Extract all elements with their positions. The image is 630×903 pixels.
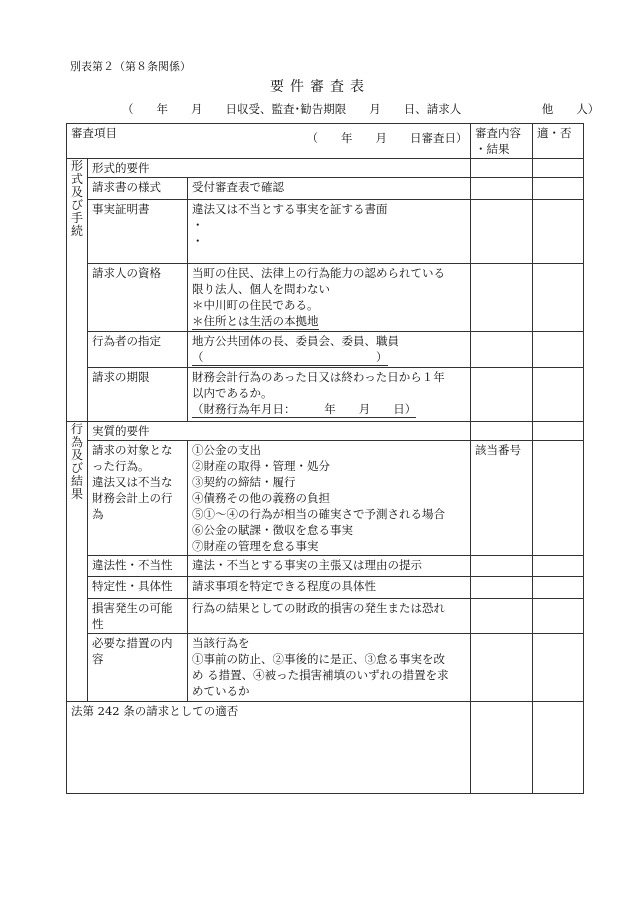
okng-cell bbox=[533, 634, 584, 702]
row-label bbox=[88, 634, 188, 702]
content-line: ・ bbox=[192, 234, 204, 248]
content-line: ⑤①～④の行為が相当の確実さで予測される場合 bbox=[192, 507, 445, 521]
content-result-line1: 審査内容 bbox=[475, 126, 522, 140]
table-row bbox=[67, 178, 584, 200]
okng-cell bbox=[533, 159, 584, 178]
content-line: 当該行為を bbox=[192, 636, 250, 650]
content-result-header bbox=[471, 124, 533, 159]
result-cell bbox=[471, 556, 533, 577]
row-content: 行為の結果としての財政的損害の発生または恐れ bbox=[188, 599, 471, 634]
table-row bbox=[67, 200, 584, 264]
content-line: ②財産の取得・管理・処分 bbox=[192, 459, 330, 473]
row-content: 請求事項を特定できる程度の具体性 bbox=[188, 577, 471, 599]
row-label: 特定性・具体性 bbox=[88, 577, 188, 599]
content-line: 違法又は不当とする事実を証する書面 bbox=[192, 202, 388, 216]
section-substantive-vertical-label: 行為及び結果 bbox=[67, 422, 88, 702]
review-date-label: （ 年 月 日審査日） bbox=[306, 130, 468, 145]
header-item-cell bbox=[67, 124, 471, 159]
review-table bbox=[66, 123, 584, 794]
okng-cell bbox=[533, 577, 584, 599]
content-line: 地方公共団体の長、委員会、委員、職員 bbox=[192, 334, 399, 348]
content-line: ＊中川町の住民である。 bbox=[192, 298, 319, 312]
okng-cell bbox=[533, 200, 584, 264]
row-label: 違法性・不当性 bbox=[88, 556, 188, 577]
row-label: 請求人の資格 bbox=[88, 264, 188, 332]
result-cell bbox=[471, 200, 533, 264]
table-row bbox=[67, 332, 584, 368]
content-line: ＊住所とは生活の本拠地 bbox=[192, 314, 319, 328]
row-content bbox=[188, 368, 471, 422]
label-line: 必要な措置の内 bbox=[92, 636, 173, 650]
okng-cell bbox=[533, 441, 584, 556]
date-blank: （財務行為年月日： 年 月 日） bbox=[192, 402, 417, 416]
actor-blank: （ ） bbox=[192, 350, 388, 364]
label-line: 為 bbox=[92, 507, 104, 521]
result-cell bbox=[471, 264, 533, 332]
table-row bbox=[67, 264, 584, 332]
result-cell bbox=[471, 422, 533, 441]
okng-cell bbox=[533, 178, 584, 200]
table-row bbox=[67, 441, 584, 556]
okng-cell bbox=[533, 422, 584, 441]
row-content: 受付審査表で確認 bbox=[188, 178, 471, 200]
table-row bbox=[67, 577, 584, 599]
substantive-heading: 実質的要件 bbox=[88, 422, 471, 441]
row-label: 請求書の様式 bbox=[88, 178, 188, 200]
header-row bbox=[67, 124, 584, 159]
content-line: ①公金の支出 bbox=[192, 443, 261, 457]
formal-heading: 形式的要件 bbox=[88, 159, 471, 178]
result-cell bbox=[471, 178, 533, 200]
table-row bbox=[67, 599, 584, 634]
row-label: 事実証明書 bbox=[88, 200, 188, 264]
okng-cell bbox=[533, 556, 584, 577]
okng-cell bbox=[533, 599, 584, 634]
content-line: ⑥公金の賦課・徴収を怠る事実 bbox=[192, 523, 353, 537]
label-line: 容 bbox=[92, 652, 104, 666]
okng-cell bbox=[533, 264, 584, 332]
content-result-line2: ・結果 bbox=[475, 142, 510, 156]
final-label: 法第 242 条の請求としての適否 bbox=[67, 702, 471, 794]
okng-cell bbox=[533, 332, 584, 368]
content-line: 以内であるか。 bbox=[192, 386, 273, 400]
result-cell bbox=[471, 159, 533, 178]
result-cell bbox=[471, 599, 533, 634]
result-cell bbox=[471, 577, 533, 599]
section-formal-vertical-label: 形式及び手続 bbox=[67, 159, 88, 422]
row-label: 行為者の指定 bbox=[88, 332, 188, 368]
row-label bbox=[88, 441, 188, 556]
row-content bbox=[188, 634, 471, 702]
table-row bbox=[67, 368, 584, 422]
label-line: 請求の対象とな bbox=[92, 443, 173, 457]
row-content bbox=[188, 332, 471, 368]
row-content bbox=[188, 264, 471, 332]
content-line: め る措置、④被った損害補填のいずれの措置を求 bbox=[192, 668, 449, 682]
label-line: った行為。 bbox=[92, 459, 150, 473]
content-line: ⑦財産の管理を怠る事実 bbox=[192, 539, 319, 553]
result-cell bbox=[471, 368, 533, 422]
final-row bbox=[67, 702, 584, 794]
item-label: 審査項目 bbox=[71, 126, 117, 140]
content-line: めているか bbox=[192, 684, 250, 698]
document-title: 要件審査表 bbox=[270, 79, 370, 95]
content-line: 当町の住民、法律上の行為能力の認められている bbox=[192, 266, 445, 280]
content-line: ①事前の防止、②事後的に是正、③怠る事実を改 bbox=[192, 652, 445, 666]
label-line: 違法又は不当な bbox=[92, 475, 173, 489]
table-row bbox=[67, 556, 584, 577]
result-cell bbox=[471, 634, 533, 702]
content-line: 限り法人、個人を問わない bbox=[192, 282, 330, 296]
table-row bbox=[67, 634, 584, 702]
document-reference: 別表第２（第８条関係） bbox=[70, 60, 191, 73]
result-cell: 該当番号 bbox=[471, 441, 533, 556]
row-content bbox=[188, 441, 471, 556]
substantive-heading-row bbox=[67, 422, 584, 441]
label-line: 損害発生の可能 bbox=[92, 601, 173, 615]
formal-heading-row bbox=[67, 159, 584, 178]
content-line: ④債務その他の義務の負担 bbox=[192, 491, 330, 505]
ok-ng-header: 適・否 bbox=[533, 124, 584, 159]
content-line: ・ bbox=[192, 218, 204, 232]
okng-cell bbox=[533, 702, 584, 794]
content-line: ③契約の締結・履行 bbox=[192, 475, 296, 489]
row-label bbox=[88, 599, 188, 634]
label-line: 性 bbox=[92, 617, 104, 631]
label-line: 財務会計上の行 bbox=[92, 491, 173, 505]
row-content: 違法・不当とする事実の主張又は理由の提示 bbox=[188, 556, 471, 577]
receipt-info-line: （ 年 月 日収受、監査･勧告期限 月 日、請求人 他 人） bbox=[122, 102, 600, 116]
content-line: 財務会計行為のあった日又は終わった日から１年 bbox=[192, 370, 445, 384]
row-content bbox=[188, 200, 471, 264]
row-label: 請求の期限 bbox=[88, 368, 188, 422]
result-cell bbox=[471, 332, 533, 368]
result-cell bbox=[471, 702, 533, 794]
okng-cell bbox=[533, 368, 584, 422]
